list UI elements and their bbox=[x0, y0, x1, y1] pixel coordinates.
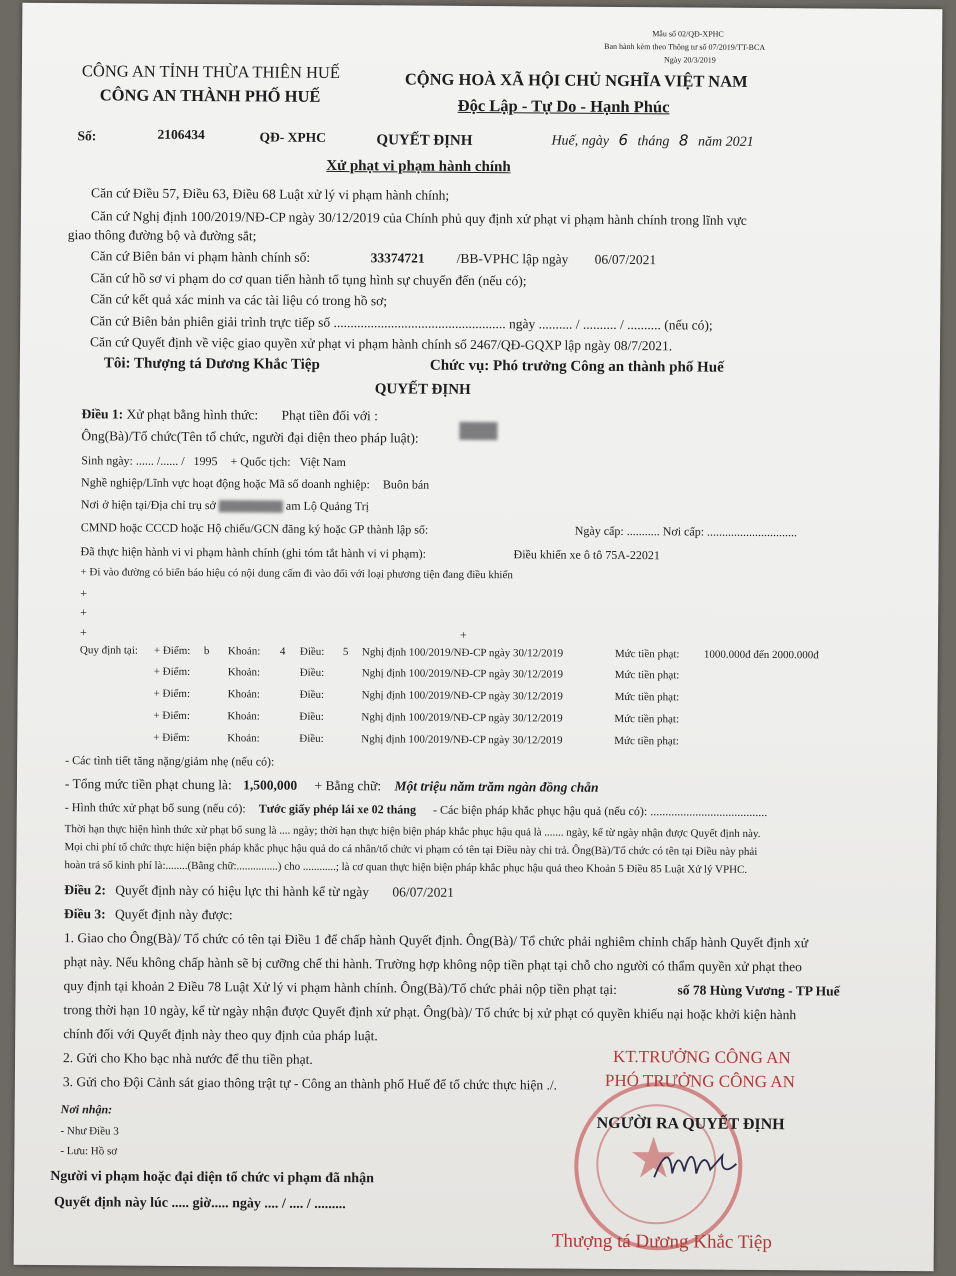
regulation-prefix: Quy định tại: bbox=[79, 644, 139, 657]
nation-title: CỘNG HOÀ XÃ HỘI CHỦ NGHĨA VIỆT NAM bbox=[404, 69, 748, 91]
signer-name: Thượng tá Dương Khắc Tiệp bbox=[551, 1230, 772, 1254]
article3-line-2: phạt này. Nếu không chấp hành sẽ bị cưỡng chế thi hành. Trường hợp không nộp tiền phạt tại chỗ cho người có thẩm quyền xử phạt theo bbox=[63, 954, 802, 975]
dob-line: Sinh ngày: ...... /...... / 1995 + Quốc tịch: Việt Nam bbox=[81, 453, 346, 470]
handwritten-signature bbox=[650, 1143, 740, 1188]
plus-1: + bbox=[80, 586, 88, 601]
regulation-row: + Điểm: Khoản: Điều: Nghị định 100/2019/NĐ-CP ngày 30/12/2019 Mức tiền phạt: bbox=[153, 665, 680, 682]
basis-4: Căn cứ hồ sơ vi phạm do cơ quan tiến hành tố tụng hình sự chuyển đến (nếu có); bbox=[90, 270, 527, 289]
article3-line-4: trong thời hạn 10 ngày, kể từ ngày nhận được Quyết định xử phạt. Ông(bà)/ Tổ chức bị xử phạt có quyền khiếu nại hoặc khởi kiện hành bbox=[63, 1002, 797, 1023]
regulation-row: + Điểm: Khoản: Điều: Nghị định 100/2019/NĐ-CP ngày 30/12/2019 Mức tiền phạt: bbox=[153, 709, 680, 726]
decider-label: NGƯỜI RA QUYẾT ĐỊNH bbox=[596, 1114, 785, 1134]
basis-1: Căn cứ Điều 57, Điều 63, Điều 68 Luật xử lý vi phạm hành chính; bbox=[91, 185, 450, 203]
date-place: Huế, ngày 6 tháng 8 năm 2021 bbox=[551, 130, 754, 150]
officer-position: Chức vụ: Phó trưởng Công an thành phố Huế bbox=[429, 357, 724, 376]
violation-summary: Điều khiển xe ô tô 75A-22021 bbox=[513, 547, 660, 563]
receipt-line-1: Người vi phạm hoặc đại diện tổ chức vi phạm đã nhận bbox=[50, 1169, 374, 1187]
official-seal: ★ bbox=[574, 1082, 743, 1251]
regulation-row: + Điểm: b Khoản: 4 Điều: 5 Nghị định 100/2019/NĐ-CP ngày 30/12/2019 Mức tiền phạt: 1000.000đ đến 2000.000đ bbox=[153, 644, 819, 662]
total-fine-line: - Tổng mức tiền phạt chung là: 1,500,000 + Bằng chữ: Một triệu năm trăm ngàn đồng chẵn bbox=[64, 776, 599, 795]
recipients-label: Nơi nhận: bbox=[60, 1102, 113, 1117]
number-suffix: QĐ- XPHC bbox=[259, 129, 326, 145]
fine-print-1: Thời hạn thực hiện hình thức xử phạt bổ sung là .... ngày; thời hạn thực hiện biện pháp khắc phục hậu quả là ....... ngày, kể từ ngày nhận được Quyết định này. bbox=[64, 823, 761, 840]
aggravating-line: - Các tình tiết tăng nặng/giảm nhẹ (nếu có): bbox=[65, 753, 275, 769]
nation-motto: Độc Lập - Tự Do - Hạnh Phúc bbox=[457, 95, 670, 117]
plus-4: + bbox=[459, 627, 467, 642]
officer-name: Tôi: Thượng tá Dương Khắc Tiệp bbox=[103, 355, 320, 373]
article3-line-5: chính đối với Quyết định này theo quy định của pháp luật. bbox=[63, 1026, 378, 1044]
article1-line: Điều 1: Xử phạt bằng hình thức: Phạt tiền đối với : bbox=[81, 406, 378, 424]
form-issued-by: Ban hành kèm theo Thông tư số 07/2019/TT-BCA bbox=[604, 41, 766, 52]
person-label: Ông(Bà)/Tổ chức(Tên tổ chức, người đại diện theo pháp luật): bbox=[81, 428, 419, 446]
report-date: 06/07/2021 bbox=[594, 251, 657, 268]
regulation-row: + Điểm: Khoản: Điều: Nghị định 100/2019/NĐ-CP ngày 30/12/2019 Mức tiền phạt: bbox=[153, 731, 679, 748]
report-suffix: /BB-VPHC lập ngày bbox=[456, 250, 569, 267]
issuing-province: CÔNG AN TỈNH THỪA THIÊN HUẾ bbox=[81, 61, 341, 83]
id-line: CMND hoặc CCCD hoặc Hộ chiếu/GCN đăng ký hoặc GP thành lập số: bbox=[80, 520, 429, 537]
recipient-item: - Lưu: Hồ sơ bbox=[60, 1145, 118, 1158]
fine-print-3: hoàn trả số kinh phí là:........(Bằng chữ:...............) cho ............; là cơ quan thực hiện biện pháp khắc phục hậu quả theo Khoản 5 Điều 85 Luật Xử lý VPHC. bbox=[64, 859, 748, 876]
article3-line-1: 1. Giao cho Ông(Bà)/ Tổ chức có tên tại Điều 1 để chấp hành Quyết định. Ông(Bà)/ Tổ chức phải nghiêm chỉnh chấp hành Quyết định xử bbox=[63, 930, 809, 951]
extra-penalty-line: - Hình thức xử phạt bổ sung (nếu có): Tước giấy phép lái xe 02 tháng - Các biện pháp khắc phục hậu quả (nếu có): ....................................... bbox=[64, 800, 768, 820]
basis-5: Căn cứ kết quả xác minh va các tài liệu có trong hồ sơ; bbox=[90, 291, 388, 309]
basis-2: Căn cứ Nghị định 100/2019/NĐ-CP ngày 30/12/2019 của Chính phủ quy định xử phạt vi phạm hành chính trong lĩnh vực bbox=[90, 208, 747, 228]
article3-line-7: 3. Gửi cho Đội Cảnh sát giao thông trật tự - Công an thành phố Huế để tổ chức thực hiện ./. bbox=[62, 1074, 558, 1093]
article3-line-3: quy định tại khoản 2 Điều 78 Luật Xử lý vi phạm hành chính. Ông(Bà)/Tổ chức phải nộp tiền phạt tại: bbox=[63, 978, 618, 997]
decision-number: 2106434 bbox=[157, 126, 205, 143]
document-subtitle: Xử phạt vi phạm hành chính bbox=[326, 157, 511, 176]
signature-title-2: PHÓ TRƯỞNG CÔNG AN bbox=[604, 1070, 795, 1092]
payment-place: số 78 Hùng Vương - TP Huế bbox=[677, 982, 840, 999]
issuing-city: CÔNG AN THÀNH PHỐ HUẾ bbox=[99, 85, 321, 106]
job-line: Nghề nghiệp/Lĩnh vực hoạt động hoặc Mã số doanh nghiệp: Buôn bán bbox=[81, 475, 430, 492]
basis-6: Căn cứ Biên bản phiên giải trình trực tiếp số ................................................... ngày .......... / .......... / .......... (nếu có); bbox=[90, 313, 713, 333]
basis-7: Căn cứ Quyết định về việc giao quyền xử phạt vi phạm hành chính số 2467/QĐ-GQXP lập ngày 08/7/2021. bbox=[89, 334, 673, 354]
article3-line-6: 2. Gửi cho Kho bạc nhà nước để thu tiền phạt. bbox=[63, 1050, 313, 1067]
report-number: 33374721 bbox=[370, 250, 425, 266]
decision-heading: QUYẾT ĐỊNH bbox=[374, 381, 471, 398]
regulation-row: + Điểm: Khoản: Điều: Nghị định 100/2019/NĐ-CP ngày 30/12/2019 Mức tiền phạt: bbox=[153, 687, 680, 704]
article3-heading: Điều 3: Quyết định này được: bbox=[64, 906, 233, 923]
form-date: Ngày 20/3/2019 bbox=[664, 55, 716, 65]
document-title: QUYẾT ĐỊNH bbox=[376, 132, 473, 149]
violation-label: Đã thực hiện hành vi vi phạm hành chính (ghi tóm tắt hành vi vi phạm): bbox=[80, 544, 427, 561]
fine-print-2: Mọi chi phí tổ chức thực hiện biện pháp khắc phục hậu quả do cá nhân/tổ chức vi phạm có tên tại Điều này chi trả. Ông(Bà)/Tổ chức có tên tại Điều này phải bbox=[64, 841, 758, 858]
number-label: Số: bbox=[77, 128, 97, 144]
plus-2: + bbox=[80, 605, 87, 620]
basis-3: Căn cứ Biên bản vi phạm hành chính số: bbox=[90, 248, 311, 265]
article2-line: Điều 2: Quyết định này có hiệu lực thi hành kể từ ngày 06/07/2021 bbox=[64, 882, 454, 900]
plus-3: + bbox=[79, 625, 87, 640]
receipt-line-2: Quyết định này lúc ..... giờ..... ngày .... / .... / ......... bbox=[53, 1195, 346, 1213]
decision-document bbox=[14, 3, 943, 1271]
address-line: Nơi ở hiện tại/Địa chỉ trụ sở am Lộ Quảng Trị bbox=[80, 497, 369, 514]
signature-title-1: KT.TRƯỞNG CÔNG AN bbox=[613, 1046, 791, 1068]
redacted-name bbox=[459, 422, 497, 440]
basis-2-cont: giao thông đường bộ và đường sắt; bbox=[67, 227, 257, 244]
violation-detail: + Đi vào đường có biển báo hiệu có nội dung cấm đi vào đối với loại phương tiện đang điều khiển bbox=[80, 566, 513, 582]
form-code: Mẫu số 02/QĐ-XPHC bbox=[652, 29, 724, 39]
issue-date: Ngày cấp: ........... Nơi cấp: .............................. bbox=[574, 523, 798, 540]
recipient-item: - Như Điều 3 bbox=[60, 1125, 119, 1138]
